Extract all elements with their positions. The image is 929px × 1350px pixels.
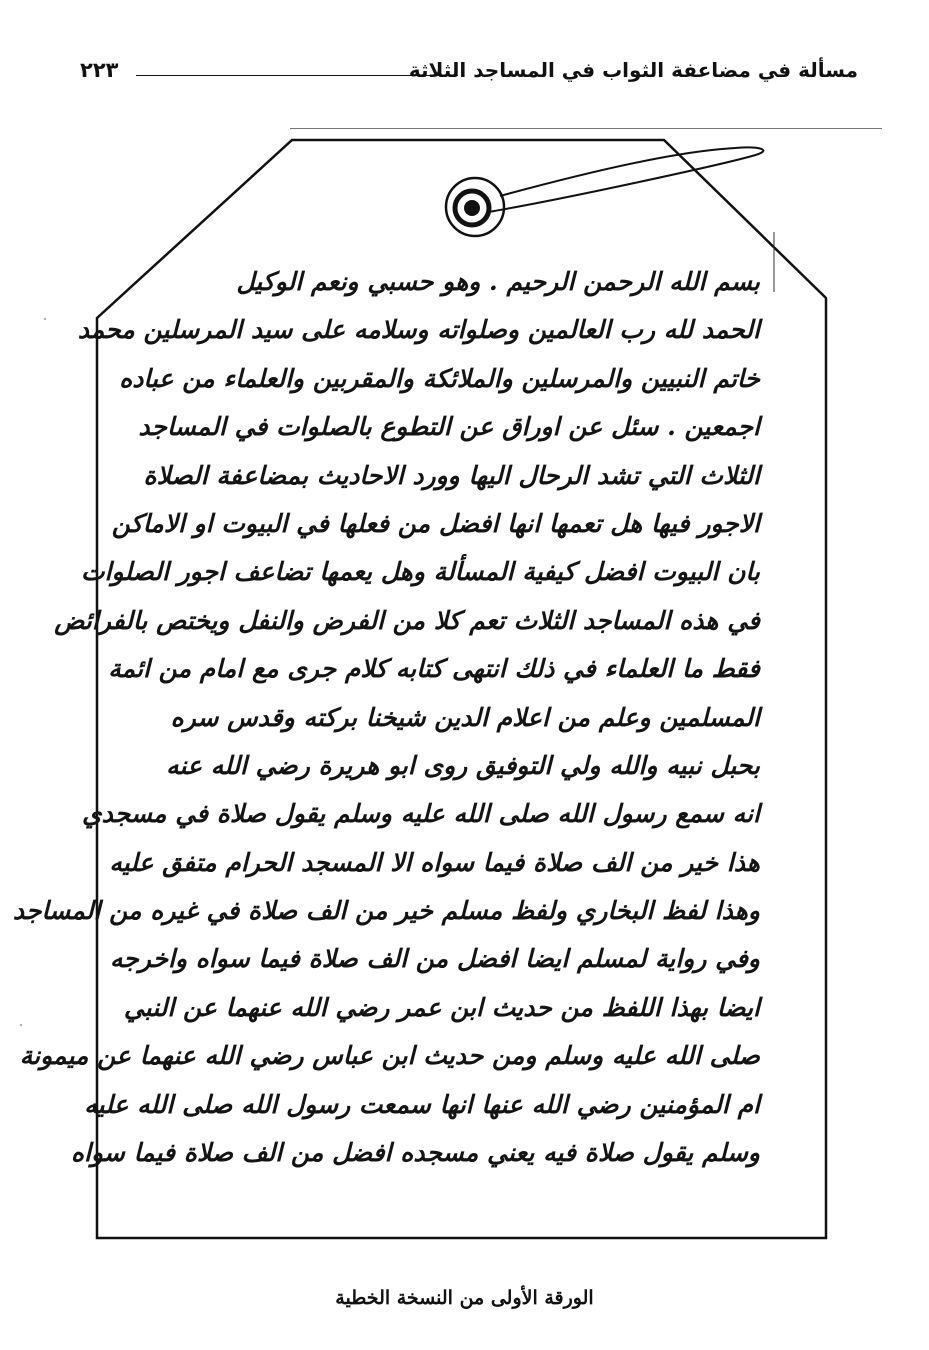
running-title: مسألة في مضاعفة الثواب في المساجد الثلاثة bbox=[408, 58, 858, 82]
manuscript-text bbox=[12, 258, 760, 1177]
figure-caption: الورقة الأولى من النسخة الخطية bbox=[335, 1287, 594, 1309]
manuscript-line: صلى الله عليه وسلم ومن حديث ابن عباس رضي الله عنهما عن ميمونة bbox=[19, 1041, 760, 1071]
tag-eyelet-hole bbox=[464, 200, 480, 216]
manuscript-line: هذا خير من الف صلاة فيما سواه الا المسجد الحرام متفق عليه bbox=[109, 847, 760, 877]
manuscript-line: ام المؤمنين رضي الله عنها انها سمعت رسول الله صلى الله عليه bbox=[84, 1089, 760, 1119]
scan-speck bbox=[44, 318, 46, 320]
manuscript-line: في هذه المساجد الثلاث تعم كلا من الفرض والنفل ويختص بالفرائض bbox=[54, 605, 760, 635]
manuscript-line: بان البيوت افضل كيفية المسألة وهل يعمها تضاعف اجور الصلوات bbox=[80, 557, 760, 587]
manuscript-line: فقط ما العلماء في ذلك انتهى كتابه كلام جرى مع امام من ائمة bbox=[108, 654, 760, 684]
manuscript-line: وفي رواية لمسلم ايضا افضل من الف صلاة فيما سواه واخرجه bbox=[109, 944, 760, 974]
scan-speck bbox=[20, 1024, 22, 1026]
manuscript-line: بسم الله الرحمن الرحيم . وهو حسبي ونعم الوكيل bbox=[236, 267, 760, 296]
manuscript-line: الاجور فيها هل تعمها انها افضل من فعلها في البيوت او الاماكن bbox=[111, 508, 760, 538]
manuscript-line: وسلم يقول صلاة فيه يعني مسجده افضل من الف صلاة فيما سواه bbox=[70, 1138, 760, 1168]
manuscript-line: انه سمع رسول الله صلى الله عليه وسلم يقول صلاة في مسجدي bbox=[82, 799, 760, 829]
manuscript-line: المسلمين وعلم من اعلام الدين شيخنا بركته وقدس سره bbox=[170, 702, 760, 732]
manuscript-line: الحمد لله رب العالمين وصلواته وسلامه على سيد المرسلين محمد bbox=[77, 315, 760, 345]
manuscript-line: خاتم النبيين والمرسلين والملائكة والمقربين والعلماء من عباده bbox=[119, 363, 760, 393]
manuscript-line: الثلاث التي تشد الرحال اليها وورد الاحاديث بمضاعفة الصلاة bbox=[143, 460, 760, 490]
manuscript-line: ايضا بهذا اللفظ من حديث ابن عمر رضي الله عنهما عن النبي bbox=[123, 992, 760, 1022]
manuscript-line: اجمعين . سئل عن اوراق عن التطوع بالصلوات في المساجد bbox=[138, 412, 760, 442]
tag-string bbox=[488, 147, 763, 212]
page-number: ٢٢٣ bbox=[80, 58, 119, 82]
manuscript-line: بحبل نبيه والله ولي التوفيق روى ابو هريرة رضي الله عنه bbox=[166, 750, 760, 780]
manuscript-line: وهذا لفظ البخاري ولفظ مسلم خير من الف صلاة في غيره من المساجد bbox=[12, 896, 760, 926]
